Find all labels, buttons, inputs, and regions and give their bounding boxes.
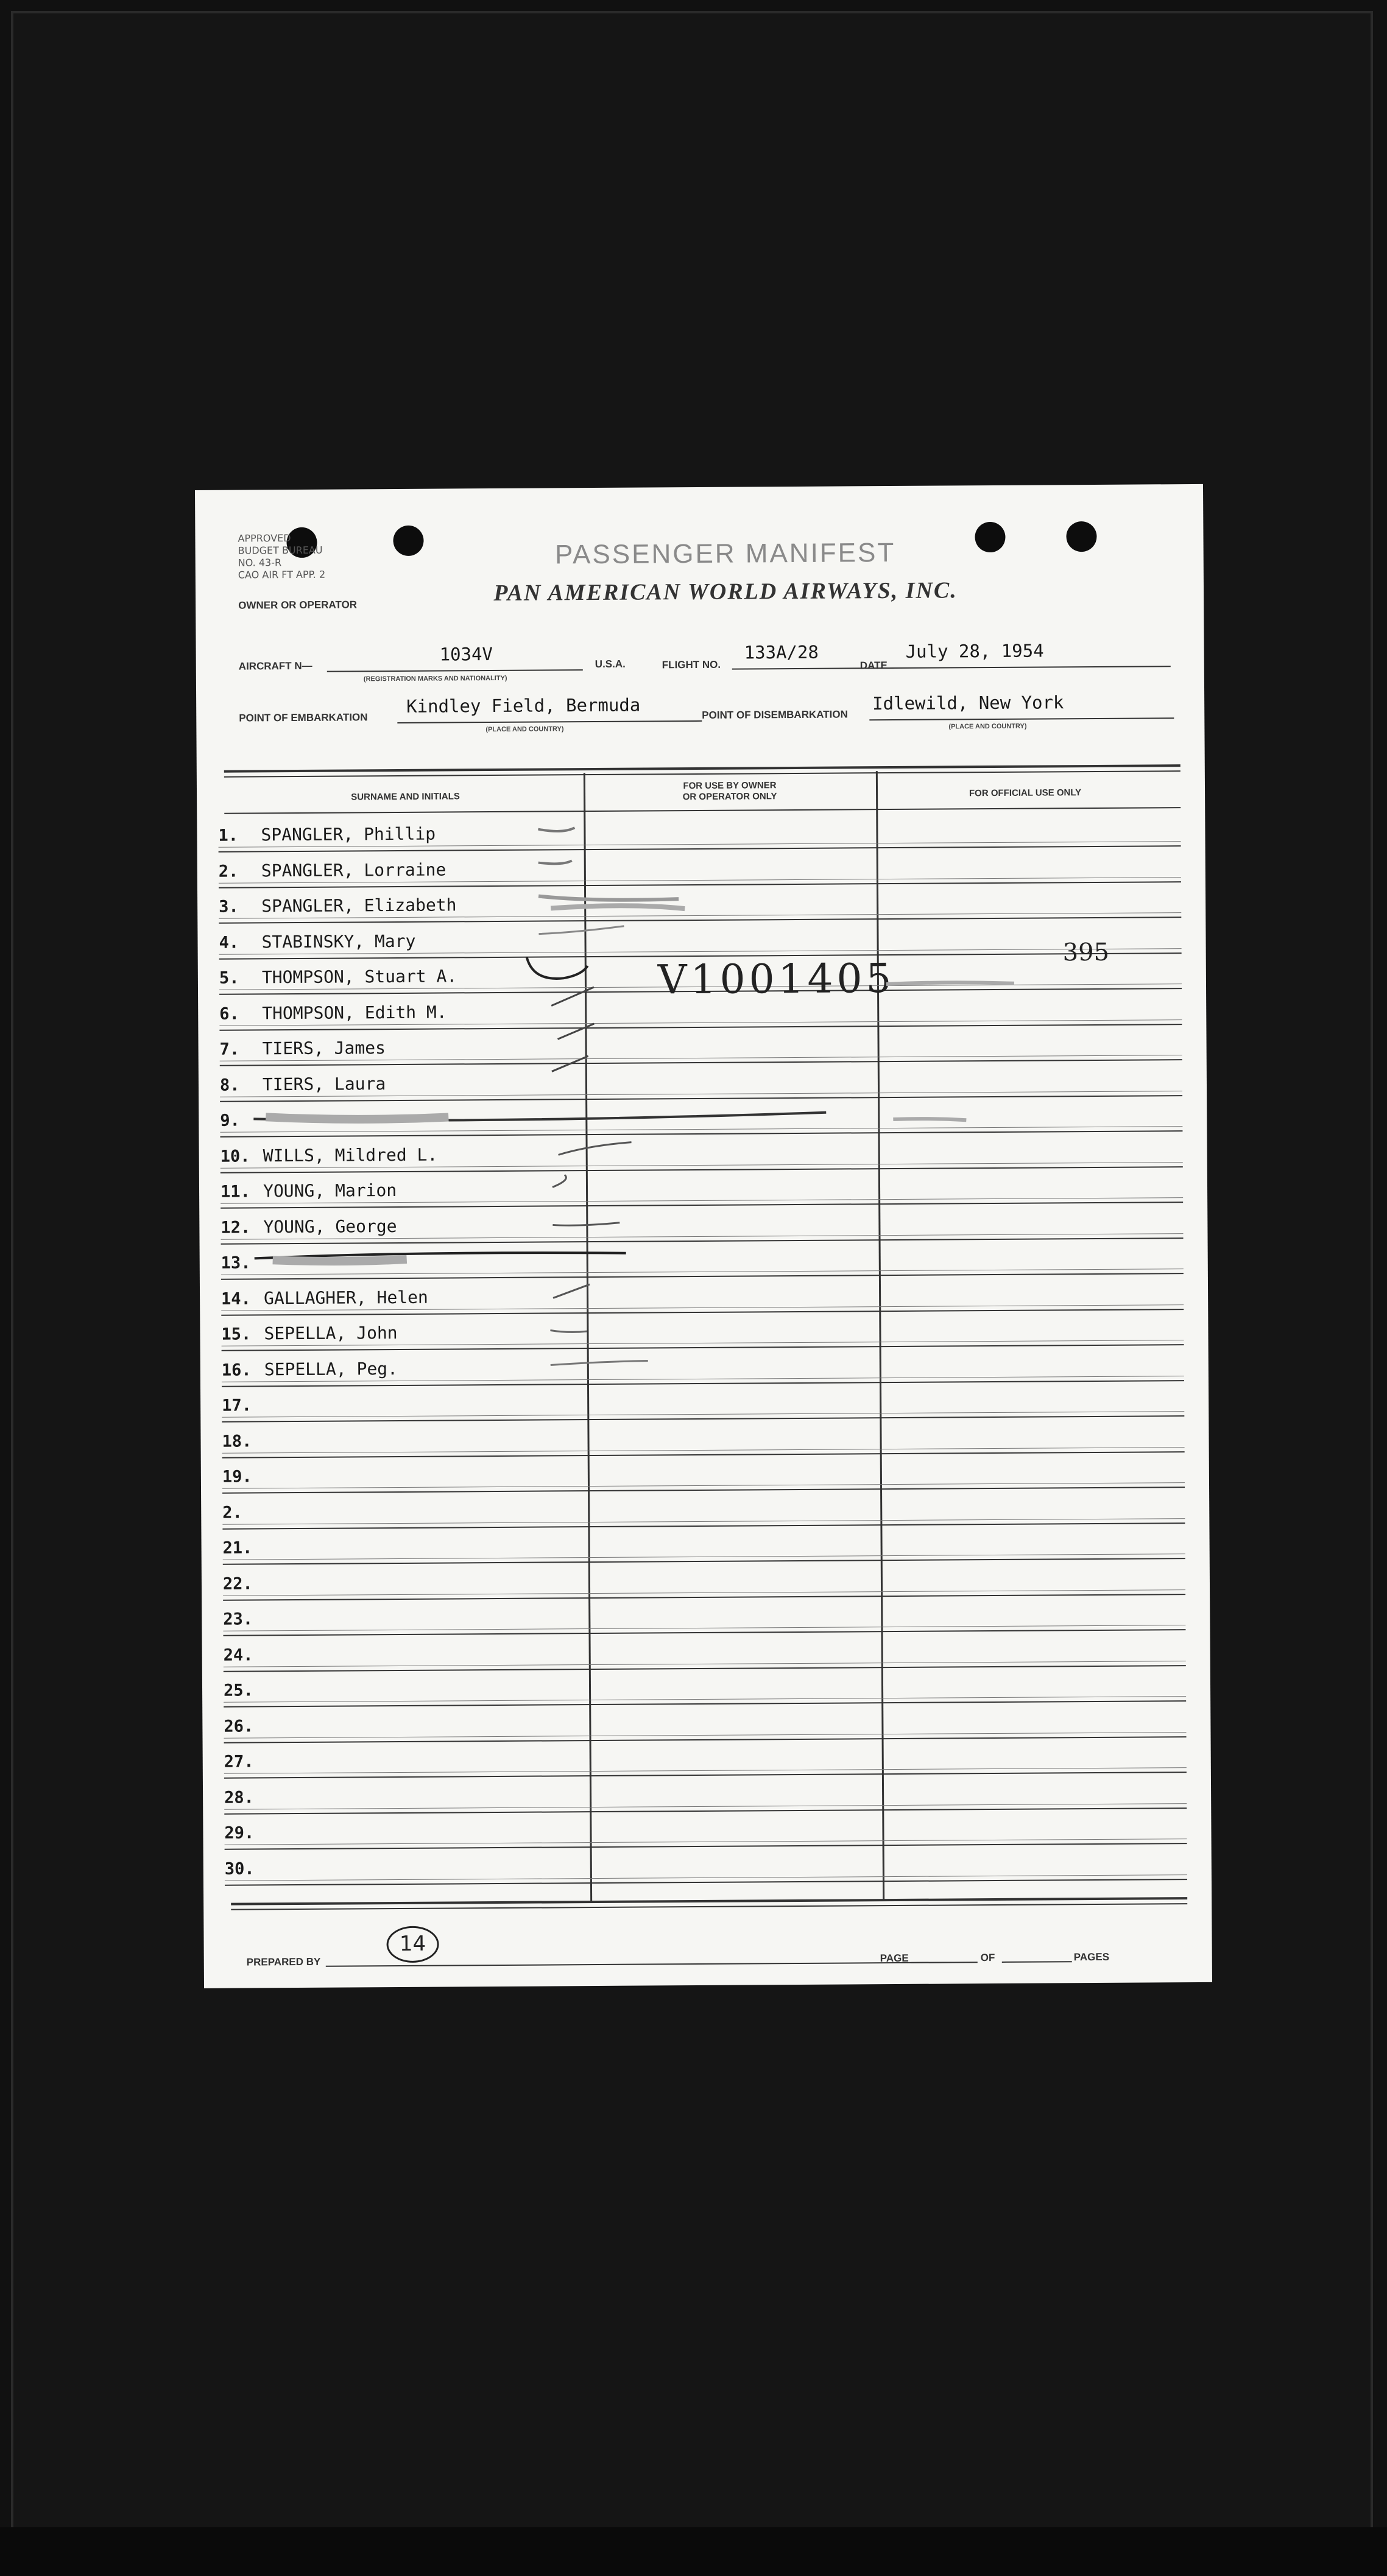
row-number: 21. bbox=[222, 1538, 253, 1558]
aircraft-label: AIRCRAFT N— bbox=[238, 660, 312, 672]
row-number: 26. bbox=[224, 1716, 254, 1736]
official-number: 395 bbox=[1062, 938, 1110, 967]
check-mark bbox=[552, 1223, 619, 1226]
stamp-line: APPROVED bbox=[238, 532, 291, 544]
handwritten-marks bbox=[195, 484, 1212, 1988]
flight-value: 133A/28 bbox=[744, 641, 819, 663]
owner-use-header-line1: FOR USE BY OWNER bbox=[683, 780, 777, 792]
check-mark bbox=[538, 895, 679, 901]
embark-label: POINT OF EMBARKATION bbox=[239, 711, 368, 724]
row-number: 17. bbox=[222, 1396, 252, 1415]
page-label: PAGE bbox=[880, 1952, 909, 1965]
passenger-name: SEPELLA, John bbox=[264, 1322, 398, 1344]
row-number: 4. bbox=[219, 933, 239, 952]
passenger-name: THOMPSON, Stuart A. bbox=[261, 966, 457, 988]
aircraft-value: 1034V bbox=[439, 644, 493, 665]
row-number: 12. bbox=[221, 1217, 251, 1237]
manifest-sheet bbox=[195, 484, 1212, 1988]
passenger-name: TIERS, Laura bbox=[262, 1073, 386, 1094]
row-number: 29. bbox=[224, 1823, 255, 1843]
of-label: OF bbox=[980, 1952, 995, 1964]
form-title: PASSENGER MANIFEST bbox=[554, 537, 896, 570]
owner-label: OWNER OR OPERATOR bbox=[238, 599, 358, 611]
check-mark bbox=[538, 828, 574, 831]
stamp-line: BUDGET BUREAU bbox=[238, 544, 323, 557]
erased-entry bbox=[551, 906, 685, 910]
erased-entry bbox=[266, 1116, 448, 1119]
surname-header: SURNAME AND INITIALS bbox=[351, 791, 460, 803]
place-caption: (PLACE AND COUNTRY) bbox=[948, 722, 1027, 731]
row-number: 8. bbox=[219, 1075, 240, 1095]
row-number: 2. bbox=[222, 1503, 242, 1522]
erased-entry bbox=[886, 982, 1014, 984]
owner-use-header-line2: OR OPERATOR ONLY bbox=[682, 791, 777, 803]
row-number: 15. bbox=[221, 1325, 252, 1344]
row-number: 18. bbox=[222, 1431, 252, 1451]
row-number: 9. bbox=[220, 1111, 240, 1130]
passenger-name: STABINSKY, Mary bbox=[261, 931, 416, 952]
owner-handwritten-note: V1001405 bbox=[657, 954, 895, 1004]
row-number: 22. bbox=[222, 1574, 253, 1594]
disembark-value: Idlewild, New York bbox=[872, 692, 1064, 714]
row-number: 16. bbox=[221, 1360, 252, 1380]
place-caption: (PLACE AND COUNTRY) bbox=[485, 725, 564, 734]
row-number: 14. bbox=[221, 1289, 251, 1309]
passenger-name: WILLS, Mildred L. bbox=[263, 1144, 438, 1166]
passenger-name: THOMPSON, Edith M. bbox=[262, 1001, 447, 1023]
check-mark bbox=[551, 987, 594, 1005]
row-number: 3. bbox=[219, 897, 239, 917]
company-name: PAN AMERICAN WORLD AIRWAYS, INC. bbox=[493, 577, 958, 607]
check-mark bbox=[557, 1024, 594, 1039]
official-use-header: FOR OFFICIAL USE ONLY bbox=[969, 787, 1082, 799]
passenger-name: YOUNG, Marion bbox=[263, 1180, 397, 1202]
row-number: 19. bbox=[222, 1467, 252, 1487]
row-number: 7. bbox=[219, 1040, 240, 1059]
usa-label: U.S.A. bbox=[595, 658, 626, 670]
erased-entry bbox=[273, 1259, 407, 1262]
prepared-label: PREPARED BY bbox=[246, 1955, 321, 1968]
check-mark bbox=[538, 926, 624, 934]
check-mark bbox=[550, 1330, 587, 1332]
passenger-name: SPANGLER, Phillip bbox=[261, 823, 436, 845]
disembark-label: POINT OF DISEMBARKATION bbox=[702, 708, 848, 721]
row-number: 2. bbox=[218, 862, 239, 881]
flight-label: FLIGHT NO. bbox=[662, 658, 721, 671]
passenger-name: YOUNG, George bbox=[263, 1216, 397, 1237]
pages-label: PAGES bbox=[1073, 1951, 1110, 1963]
stamp-line: CAO AIR FT APP. 2 bbox=[238, 568, 326, 581]
row-number: 10. bbox=[220, 1146, 250, 1166]
row-number: 6. bbox=[219, 1004, 239, 1024]
passenger-name: SPANGLER, Lorraine bbox=[261, 859, 446, 881]
row-number: 5. bbox=[219, 968, 239, 988]
passenger-name: TIERS, James bbox=[262, 1038, 386, 1059]
row-number: 1. bbox=[218, 826, 239, 845]
prepared-value: 14 bbox=[386, 1926, 439, 1963]
check-mark bbox=[551, 1360, 648, 1365]
date-value: July 28, 1954 bbox=[905, 640, 1044, 662]
erased-entry bbox=[893, 1119, 966, 1121]
check-mark bbox=[538, 860, 572, 864]
check-mark bbox=[527, 957, 588, 979]
row-number: 11. bbox=[220, 1182, 250, 1202]
check-mark bbox=[553, 1284, 590, 1298]
check-mark bbox=[559, 1142, 632, 1155]
embark-value: Kindley Field, Bermuda bbox=[406, 694, 641, 717]
microfilm-edge bbox=[0, 2527, 1387, 2576]
registration-caption: (REGISTRATION MARKS AND NATIONALITY) bbox=[363, 674, 507, 683]
row-number: 27. bbox=[224, 1752, 254, 1772]
row-number: 28. bbox=[224, 1787, 254, 1807]
check-mark bbox=[552, 1056, 588, 1071]
passenger-name: GALLAGHER, Helen bbox=[264, 1287, 428, 1308]
passenger-name: SEPELLA, Peg. bbox=[264, 1358, 398, 1379]
row-number: 25. bbox=[223, 1681, 253, 1700]
passenger-name: SPANGLER, Elizabeth bbox=[261, 895, 457, 917]
row-number: 23. bbox=[223, 1610, 253, 1629]
date-label: DATE bbox=[859, 660, 888, 672]
check-mark bbox=[552, 1175, 566, 1187]
row-number: 24. bbox=[223, 1645, 253, 1665]
stamp-line: NO. 43-R bbox=[238, 557, 282, 569]
row-number: 30. bbox=[224, 1859, 255, 1879]
row-number: 13. bbox=[221, 1253, 251, 1273]
